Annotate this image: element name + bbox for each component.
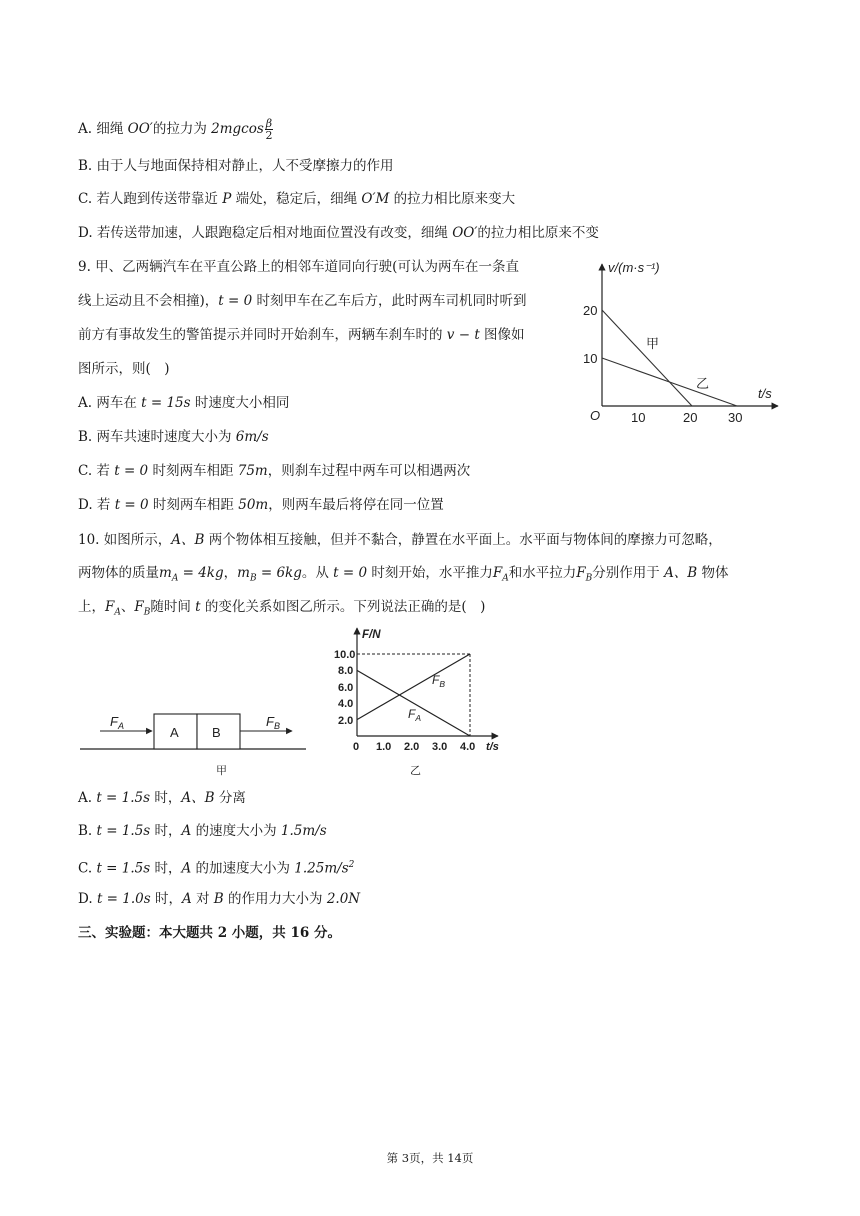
page-footer: 第 3页，共 14页 — [386, 1151, 474, 1165]
text: 分别作用于 — [592, 565, 665, 581]
math: 1.25m/s — [294, 860, 349, 877]
math: F — [134, 599, 144, 615]
fb-line-label: $F_B$ — [432, 673, 446, 689]
math: t = 1.5s — [96, 860, 151, 877]
q8-option-a — [78, 118, 273, 141]
fa-line-label: $F_A$ — [408, 707, 422, 723]
q10-option-a — [78, 788, 246, 808]
text: 两个物体相互接触，但并不黏合，静置在水平面上。水平面与物体间的摩擦力可忽略， — [204, 532, 722, 548]
math: v − t — [446, 327, 480, 343]
x-axis-label: t/s — [486, 741, 499, 753]
label-yi: 乙 — [696, 377, 710, 392]
text: 物体 — [697, 565, 729, 581]
y-tick-label: 10 — [583, 351, 598, 366]
text: 两物体的质量 — [78, 565, 159, 581]
x-tick-label: 2.0 — [404, 741, 420, 753]
math: F — [492, 565, 503, 581]
math: A、B — [664, 565, 698, 581]
text: 的拉力为 — [152, 121, 212, 137]
math: t — [195, 599, 201, 615]
x-tick-label: 10 — [631, 410, 646, 425]
line-yi — [602, 358, 737, 406]
text: 时速度大小相同 — [190, 395, 290, 411]
line-fa — [357, 670, 470, 736]
text: D. 若传送带加速，人跟跑稳定后相对地面位置没有改变，细绳 — [78, 225, 453, 241]
math: 2.0N — [326, 891, 361, 907]
subscript: B — [249, 573, 257, 584]
math: m — [237, 565, 250, 581]
text: 的拉力相比原来不变 — [477, 225, 599, 241]
text: 时刻两车相距 — [148, 497, 239, 513]
x-tick-label: 3.0 — [432, 741, 448, 753]
section-heading: 三、实验题：本大题共 2 小题，共 16 分。 — [78, 925, 341, 941]
x-tick-label: 30 — [728, 410, 743, 425]
text: 端处，稳定后，细绳 — [231, 191, 362, 207]
text: B. 两车共速时速度大小为 — [78, 429, 236, 445]
frac-den: 2 — [265, 129, 273, 142]
math: 6m/s — [235, 429, 269, 445]
text: 随时间 — [150, 599, 196, 615]
math: t = 0 — [333, 565, 368, 581]
math: t = 1.5s — [96, 790, 151, 806]
q9-option-a — [78, 393, 289, 413]
math: A — [181, 823, 192, 839]
y-tick-label: 2.0 — [338, 715, 354, 727]
math: 50m — [238, 497, 269, 513]
text: 的加速度大小为 — [191, 860, 295, 877]
text: 时刻开始，水平推力 — [367, 565, 493, 581]
text: 时， — [150, 860, 182, 877]
math-var: OO′ — [452, 225, 478, 241]
text: 的变化关系如图乙所示。下列说法正确的是( ) — [200, 599, 486, 615]
q9-stem-line3 — [78, 325, 525, 345]
text: 前方有事故发生的警笛提示并同时开始刹车，两辆车刹车时的 — [78, 327, 447, 343]
text: B. — [78, 823, 97, 839]
text: D. — [78, 891, 97, 907]
origin-label: O — [590, 408, 601, 423]
figure-caption: 甲 — [216, 764, 227, 777]
subscript: B — [585, 573, 593, 584]
text: A. 细绳 — [78, 121, 128, 137]
math: A — [181, 891, 192, 907]
block-b-label: B — [212, 725, 221, 740]
superscript: 2 — [348, 860, 355, 870]
frac-num: β — [265, 117, 273, 130]
text: A. — [78, 790, 97, 806]
subscript: B — [143, 607, 151, 618]
subscript: A — [502, 573, 509, 584]
math: B — [213, 891, 224, 907]
text: 时， — [150, 790, 182, 806]
q10-option-c — [78, 855, 354, 879]
force-a-label: $F_A$ — [110, 714, 124, 731]
text: 图像如 — [479, 327, 525, 343]
math: t = 0 — [218, 293, 253, 309]
text: 。从 — [301, 565, 334, 581]
math-var: OO′ — [127, 121, 153, 137]
q10-stem-line3 — [78, 597, 485, 623]
q8-option-b: B. 由于人与地面保持相对静止，人不受摩擦力的作用 — [78, 158, 394, 174]
text: C. — [78, 860, 97, 877]
fraction — [265, 118, 273, 141]
q9-option-c — [78, 461, 470, 481]
q8-option-c — [78, 189, 515, 209]
text: 对 — [191, 891, 214, 907]
force-b-label: $F_B$ — [266, 714, 280, 731]
math: t = 0 — [114, 497, 149, 513]
x-tick-label: 20 — [683, 410, 698, 425]
math: 1.5m/s — [280, 823, 327, 839]
text: 分离 — [214, 790, 246, 806]
q9-stem-line4: 图所示，则( ) — [78, 361, 170, 377]
text: ， — [223, 565, 238, 581]
math: = 4kg — [178, 565, 224, 581]
q8-option-d — [78, 223, 599, 243]
text: C. 若 — [78, 463, 115, 479]
math: 75m — [237, 463, 268, 479]
q10-option-d — [78, 889, 360, 909]
q10-figure-yi — [330, 622, 512, 782]
text: 时， — [150, 891, 182, 907]
subscript: A — [171, 573, 179, 584]
text: 、 — [120, 599, 135, 615]
math: t = 0 — [114, 463, 149, 479]
y-tick-label: 6.0 — [338, 682, 354, 694]
q9-option-b — [78, 427, 269, 447]
text: 的速度大小为 — [191, 823, 281, 839]
text: 时， — [150, 823, 182, 839]
x-tick-label: 1.0 — [376, 741, 392, 753]
math: A、B — [181, 790, 215, 806]
y-tick-label: 4.0 — [338, 698, 354, 710]
math-var: P — [222, 191, 232, 207]
x-axis-label: t/s — [758, 386, 772, 401]
y-axis-label: v/(m·s⁻¹) — [608, 260, 660, 275]
y-tick-label: 20 — [583, 303, 598, 318]
block-a-label: A — [170, 725, 179, 740]
text: ，则两车最后将停在同一位置 — [268, 497, 444, 513]
q9-stem-line2 — [78, 291, 527, 311]
text: D. 若 — [78, 497, 115, 513]
math: t = 15s — [141, 395, 191, 411]
math-expr: 2mgcos — [211, 121, 264, 137]
q9-option-d — [78, 495, 444, 515]
q10-stem-line2 — [78, 563, 729, 589]
line-jia — [602, 310, 692, 406]
q9-vt-graph — [578, 256, 788, 436]
text: 的作用力大小为 — [223, 891, 327, 907]
text: 线上运动且不会相撞)， — [78, 293, 219, 309]
math: = 6kg — [256, 565, 302, 581]
label-jia: 甲 — [646, 337, 660, 352]
text: A. 两车在 — [78, 395, 142, 411]
q10-stem-line1 — [78, 530, 722, 550]
math: F — [105, 599, 115, 615]
math: m — [159, 565, 172, 581]
text: C. 若人跑到传送带靠近 — [78, 191, 223, 207]
text: 的拉力相比原来变大 — [389, 191, 516, 207]
q10-figure-jia — [78, 700, 310, 780]
math: t = 1.0s — [96, 891, 151, 907]
y-axis-label: F/N — [362, 629, 381, 641]
math: F — [576, 565, 586, 581]
math: A、B — [171, 532, 205, 548]
subscript: A — [114, 607, 121, 618]
text: 和水平拉力 — [508, 565, 577, 581]
x-tick-label: 0 — [353, 741, 360, 753]
q9-stem-line1: 9. 甲、乙两辆汽车在平直公路上的相邻车道同向行驶(可认为两车在一条直 — [78, 259, 519, 275]
math: A — [181, 860, 192, 877]
x-tick-label: 4.0 — [460, 741, 476, 753]
text: 上， — [78, 599, 105, 615]
text: 时刻甲车在乙车后方，此时两车司机同时听到 — [252, 293, 527, 309]
y-tick-label: 8.0 — [338, 665, 354, 677]
math: t = 1.5s — [96, 823, 151, 839]
figure-caption: 乙 — [410, 764, 421, 777]
text: 10. 如图所示， — [78, 532, 172, 548]
text: ，则刹车过程中两车可以相遇两次 — [267, 463, 471, 479]
q10-option-b — [78, 821, 327, 841]
math-var: O′M — [361, 191, 390, 207]
text: 时刻两车相距 — [148, 463, 238, 479]
y-tick-label: 10.0 — [334, 649, 356, 661]
